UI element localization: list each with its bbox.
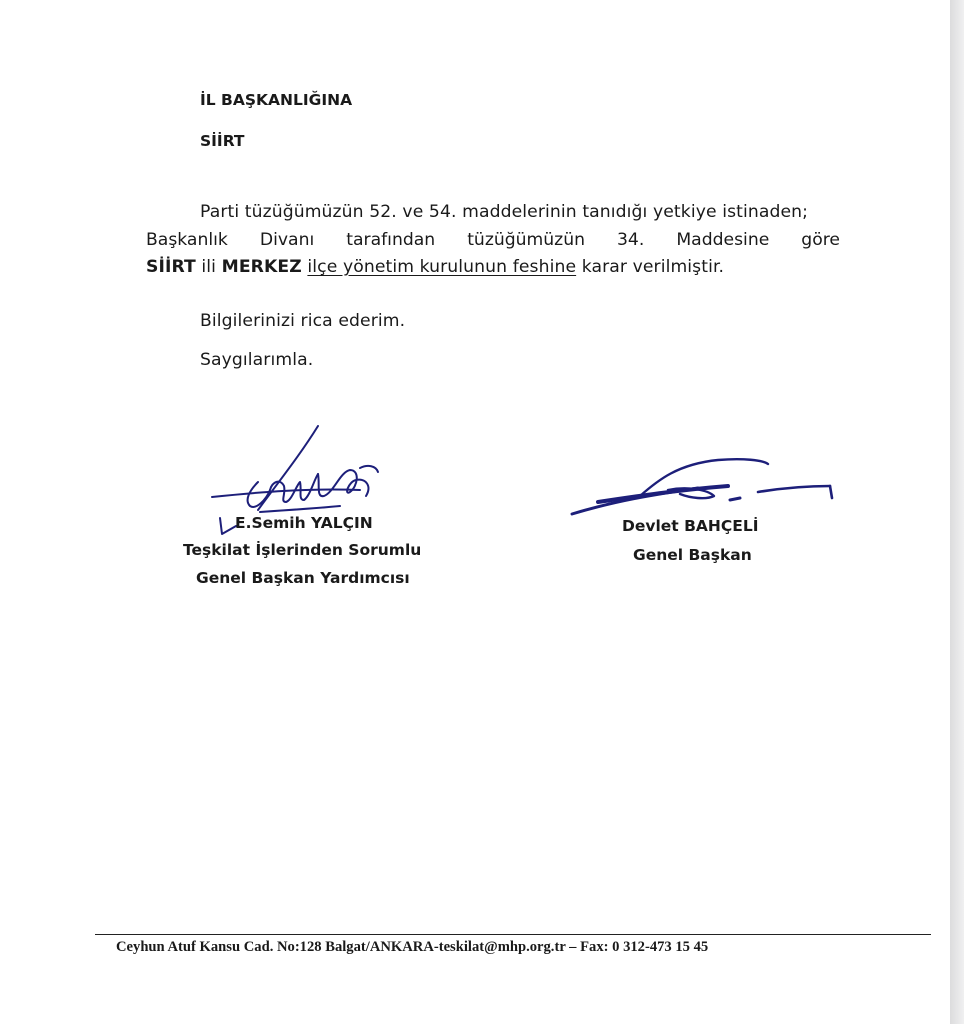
paragraph-1-line-3 [146, 257, 724, 277]
word: Başkanlık [146, 230, 228, 250]
recipient-line-2: SİİRT [200, 132, 245, 150]
paragraph-1-line-1: Parti tüzüğümüzün 52. ve 54. maddelerinin tanıdığı yetkiye istinaden; [200, 202, 809, 222]
signatory-left-title-1: Teşkilat İşlerinden Sorumlu [183, 541, 422, 559]
signatory-left-name: E.Semih YALÇIN [235, 514, 373, 532]
signatory-left-title-2: Genel Başkan Yardımcısı [196, 569, 410, 587]
word: Divanı [259, 230, 315, 250]
closing-line: Saygılarımla. [200, 350, 314, 370]
underlined-decision: ilçe yönetim kurulunun feshine [307, 257, 577, 277]
word: 34. [616, 230, 645, 250]
signatory-right-title: Genel Başkan [633, 546, 752, 564]
paragraph-1-line-2 [146, 230, 840, 250]
signatory-right-name: Devlet BAHÇELİ [622, 517, 759, 535]
district-name: MERKEZ [221, 257, 302, 277]
paragraph-2: Bilgilerinizi rica ederim. [200, 311, 406, 331]
page-edge-shadow [950, 0, 964, 1024]
word: tüzüğümüzün [467, 230, 585, 250]
footer-divider [95, 934, 931, 935]
word: göre [801, 230, 840, 250]
province-name: SİİRT [146, 257, 196, 277]
text-segment: ili [195, 257, 222, 277]
text-segment: karar verilmiştir. [576, 257, 725, 277]
word: Maddesine [676, 230, 770, 250]
word: tarafından [346, 230, 436, 250]
footer-address: Ceyhun Atuf Kansu Cad. No:128 Balgat/ANKARA-teskilat@mhp.org.tr – Fax: 0 312-473 15 45 [116, 939, 709, 955]
recipient-line-1: İL BAŞKANLIĞINA [200, 91, 353, 109]
